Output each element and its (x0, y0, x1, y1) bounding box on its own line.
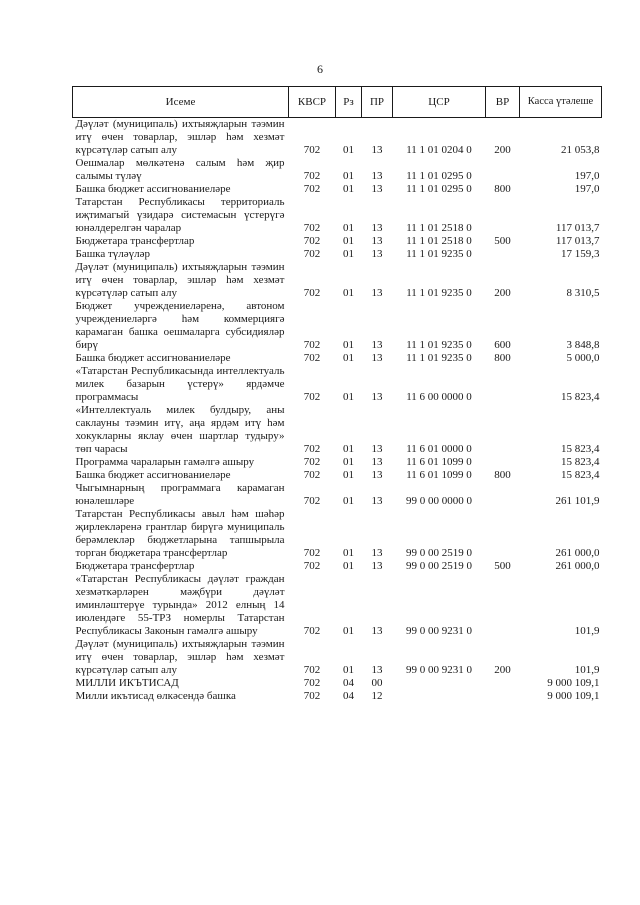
row-amount-cell: 15 823,4 (561, 443, 600, 455)
row-rz-cell: 01 (343, 170, 354, 182)
row-rz-cell: 01 (343, 625, 354, 637)
row-pr-cell: 00 (371, 677, 383, 689)
row-name-cell: Программа чараларын гамәлгә ашыру (75, 456, 255, 468)
row-csr-cell: 11 1 01 0295 0 (406, 170, 472, 182)
row-kvsr-cell: 702 (303, 560, 321, 572)
row-amount-cell: 117 013,7 (555, 235, 600, 247)
row-rz-cell: 01 (343, 339, 354, 351)
row-name-cell: Дәүләт (муниципаль) ихтыяҗларын тәэмин итү өчен товарлар, эшләр һәм хезмәт күрсәтүләр сатып алу (75, 118, 285, 156)
row-pr-cell: 13 (371, 625, 383, 637)
row-csr-cell: 11 1 01 2518 0 (406, 222, 472, 234)
table-row (73, 560, 602, 573)
row-csr-cell: 11 1 01 9235 0 (406, 352, 472, 364)
row-kvsr-cell: 702 (303, 391, 321, 403)
row-name-cell: Татарстан Республикасы территориаль иҗтимагый үзидарә системасын үстерүгә юнәлдерелгән чаралар (75, 196, 285, 234)
row-name-cell: Дәүләт (муниципаль) ихтыяҗларын тәэмин итү өчен товарлар, эшләр һәм хезмәт күрсәтүләр сатып алу (75, 261, 285, 299)
row-rz-cell: 01 (343, 495, 354, 507)
column-header-amount: Касса үтәлеше (520, 87, 602, 118)
row-vr-cell (486, 482, 520, 508)
row-name-cell: Бюджетара трансфертлар (75, 235, 195, 247)
row-name-cell: Башка бюджет ассигнованиеләре (75, 352, 231, 364)
row-rz-cell: 01 (343, 664, 354, 676)
row-rz-cell: 01 (343, 144, 354, 156)
row-vr-cell: 500 (494, 235, 511, 247)
row-amount-cell: 261 000,0 (555, 560, 600, 572)
row-kvsr-cell: 702 (303, 456, 321, 468)
row-rz-cell: 01 (343, 391, 354, 403)
table-row (73, 196, 602, 235)
table-header (73, 87, 602, 118)
row-name-cell: Чыгымнарның программага карамаган юнәлешләре (75, 482, 285, 507)
row-csr-cell: 11 6 00 0000 0 (406, 391, 472, 403)
row-pr-cell: 13 (371, 664, 383, 676)
row-kvsr-cell: 702 (303, 677, 321, 689)
row-pr-cell: 13 (371, 222, 383, 234)
table-row (73, 677, 602, 690)
column-header-vr: ВР (486, 87, 520, 118)
row-csr-cell: 11 1 01 9235 0 (406, 248, 472, 260)
row-pr-cell: 13 (371, 144, 383, 156)
row-vr-cell (486, 404, 520, 456)
row-csr-cell: 11 1 01 0295 0 (406, 183, 472, 195)
row-vr-cell (486, 456, 520, 469)
row-name-cell: Башка бюджет ассигнованиеләре (75, 469, 231, 481)
table-row (73, 235, 602, 248)
row-rz-cell: 01 (343, 235, 354, 247)
row-rz-cell: 01 (343, 248, 354, 260)
row-amount-cell: 3 848,8 (566, 339, 600, 351)
table-row (73, 352, 602, 365)
row-pr-cell: 13 (371, 170, 383, 182)
table-row (73, 638, 602, 677)
row-vr-cell: 800 (494, 469, 511, 481)
row-pr-cell: 13 (371, 248, 383, 260)
table-row (73, 456, 602, 469)
row-amount-cell: 261 101,9 (555, 495, 600, 507)
table-row (73, 404, 602, 456)
row-rz-cell: 01 (343, 560, 354, 572)
table-row (73, 365, 602, 404)
row-amount-cell: 9 000 109,1 (547, 690, 600, 702)
row-pr-cell: 13 (371, 183, 383, 195)
row-pr-cell: 13 (371, 352, 383, 364)
row-name-cell: МИЛЛИ ИКЪТИСАД (75, 677, 179, 689)
row-pr-cell: 12 (371, 690, 383, 702)
row-vr-cell: 200 (494, 287, 511, 299)
row-amount-cell: 9 000 109,1 (547, 677, 600, 689)
row-pr-cell: 13 (371, 495, 383, 507)
row-pr-cell: 13 (371, 560, 383, 572)
row-name-cell: Башка бюджет ассигнованиеләре (75, 183, 231, 195)
row-kvsr-cell: 702 (303, 170, 321, 182)
table-row (73, 261, 602, 300)
table-row (73, 248, 602, 261)
row-amount-cell: 21 053,8 (561, 144, 600, 156)
column-header-pr: ПР (362, 87, 393, 118)
row-amount-cell: 101,9 (574, 625, 600, 637)
row-kvsr-cell: 702 (303, 339, 321, 351)
row-rz-cell: 04 (343, 690, 354, 702)
row-kvsr-cell: 702 (303, 469, 321, 481)
row-csr-cell: 11 6 01 1099 0 (406, 469, 472, 481)
row-rz-cell: 04 (343, 677, 354, 689)
row-vr-cell: 800 (494, 352, 511, 364)
page-number: 6 (317, 62, 323, 76)
row-kvsr-cell: 702 (303, 222, 321, 234)
row-kvsr-cell: 702 (303, 547, 321, 559)
row-kvsr-cell: 702 (303, 443, 321, 455)
row-kvsr-cell: 702 (303, 352, 321, 364)
row-csr-cell: 11 6 01 1099 0 (406, 456, 472, 468)
row-name-cell: Башка түләүләр (75, 248, 151, 260)
row-name-cell: Дәүләт (муниципаль) ихтыяҗларын тәэмин итү өчен товарлар, эшләр һәм хезмәт күрсәтүләр сатып алу (75, 638, 285, 676)
row-vr-cell (486, 677, 520, 690)
row-pr-cell: 13 (371, 547, 383, 559)
table-row (73, 508, 602, 560)
row-rz-cell: 01 (343, 547, 354, 559)
row-vr-cell: 800 (494, 183, 511, 195)
row-rz-cell: 01 (343, 469, 354, 481)
row-amount-cell: 197,0 (574, 183, 600, 195)
table-row (73, 300, 602, 352)
row-name-cell: Бюджет учреждениеләренә, автоном учреждениеләргә һәм коммерциягә карамаган башка оешмаларга субсидияләр бирү (75, 300, 285, 351)
column-header-name: Исеме (73, 87, 289, 118)
budget-table (72, 86, 602, 703)
row-vr-cell (486, 248, 520, 261)
row-kvsr-cell: 702 (303, 625, 321, 637)
table-row (73, 469, 602, 482)
row-csr-cell: 11 1 01 2518 0 (406, 235, 472, 247)
column-header-rz: Рз (336, 87, 362, 118)
row-vr-cell: 600 (494, 339, 511, 351)
row-rz-cell: 01 (343, 352, 354, 364)
row-name-cell: Милли икътисад өлкәсендә башка (75, 690, 236, 702)
row-vr-cell (486, 508, 520, 560)
row-rz-cell: 01 (343, 222, 354, 234)
table-row (73, 118, 602, 158)
row-vr-cell: 200 (494, 144, 511, 156)
row-rz-cell: 01 (343, 287, 354, 299)
row-csr-cell: 11 1 01 9235 0 (406, 339, 472, 351)
row-vr-cell (486, 196, 520, 235)
row-csr-cell: 99 0 00 0000 0 (406, 495, 472, 507)
row-amount-cell: 15 823,4 (561, 469, 600, 481)
row-csr-cell: 99 0 00 9231 0 (406, 625, 472, 637)
row-amount-cell: 101,9 (574, 664, 600, 676)
row-pr-cell: 13 (371, 469, 383, 481)
row-pr-cell: 13 (371, 443, 383, 455)
row-pr-cell: 13 (371, 391, 383, 403)
column-header-kvsr: КВСР (289, 87, 336, 118)
row-vr-cell (486, 365, 520, 404)
table-row (73, 183, 602, 196)
row-name-cell: Татарстан Республикасы авыл һәм шәһәр җирлекләренә грантлар бирүгә муниципаль берәмлекләр бюджетларына тапшырыла торган бюджетара трансфертлар (75, 508, 285, 559)
row-amount-cell: 261 000,0 (555, 547, 600, 559)
column-header-csr: ЦСР (393, 87, 486, 118)
row-vr-cell (486, 690, 520, 703)
row-pr-cell: 13 (371, 456, 383, 468)
row-kvsr-cell: 702 (303, 495, 321, 507)
row-rz-cell: 01 (343, 443, 354, 455)
row-pr-cell: 13 (371, 339, 383, 351)
row-csr-cell: 99 0 00 2519 0 (406, 560, 472, 572)
row-kvsr-cell: 702 (303, 235, 321, 247)
row-csr-cell: 99 0 00 2519 0 (406, 547, 472, 559)
row-vr-cell: 200 (494, 664, 511, 676)
row-csr-cell: 11 1 01 9235 0 (406, 287, 472, 299)
row-amount-cell: 5 000,0 (566, 352, 600, 364)
row-vr-cell (486, 573, 520, 638)
row-name-cell: «Татарстан Республикасында интеллектуаль милек базарын үстерү» ярдәмче программасы (75, 365, 285, 403)
row-rz-cell: 01 (343, 456, 354, 468)
row-amount-cell: 8 310,5 (566, 287, 600, 299)
row-pr-cell: 13 (371, 235, 383, 247)
row-csr-cell: 11 1 01 0204 0 (406, 144, 472, 156)
row-kvsr-cell: 702 (303, 183, 321, 195)
row-vr-cell: 500 (494, 560, 511, 572)
row-kvsr-cell: 702 (303, 690, 321, 702)
row-kvsr-cell: 702 (303, 144, 321, 156)
row-csr-cell (393, 677, 486, 690)
row-csr-cell: 99 0 00 9231 0 (406, 664, 472, 676)
table-row (73, 690, 602, 703)
row-vr-cell (486, 157, 520, 183)
row-kvsr-cell: 702 (303, 287, 321, 299)
row-csr-cell (393, 690, 486, 703)
row-amount-cell: 15 823,4 (561, 456, 600, 468)
row-name-cell: «Интеллектуаль милек булдыру, аны саклауны тәэмин итү, аңа ярдәм итү һәм хокукларны яклау өчен шартлар тудыру» төп чарасы (75, 404, 285, 455)
row-amount-cell: 15 823,4 (561, 391, 600, 403)
row-name-cell: Оешмалар мөлкәтенә салым һәм җир салымы түләү (75, 157, 285, 182)
row-csr-cell: 11 6 01 0000 0 (406, 443, 472, 455)
table-row (73, 482, 602, 508)
table-row (73, 573, 602, 638)
row-amount-cell: 17 159,3 (561, 248, 600, 260)
row-amount-cell: 117 013,7 (555, 222, 600, 234)
table-row (73, 157, 602, 183)
row-kvsr-cell: 702 (303, 248, 321, 260)
row-amount-cell: 197,0 (574, 170, 600, 182)
row-kvsr-cell: 702 (303, 664, 321, 676)
row-name-cell: «Татарстан Республикасы дәүләт граждан хезмәткәрләрен мәҗбүри дәүләт иминләштерүе турында» 2012 елның 14 июлендәге 55-ТРЗ номерлы Татарстан Республикасы Законын гамәлгә ашыру (75, 573, 285, 637)
table-body (73, 118, 602, 704)
row-rz-cell: 01 (343, 183, 354, 195)
row-name-cell: Бюджетара трансфертлар (75, 560, 195, 572)
row-pr-cell: 13 (371, 287, 383, 299)
